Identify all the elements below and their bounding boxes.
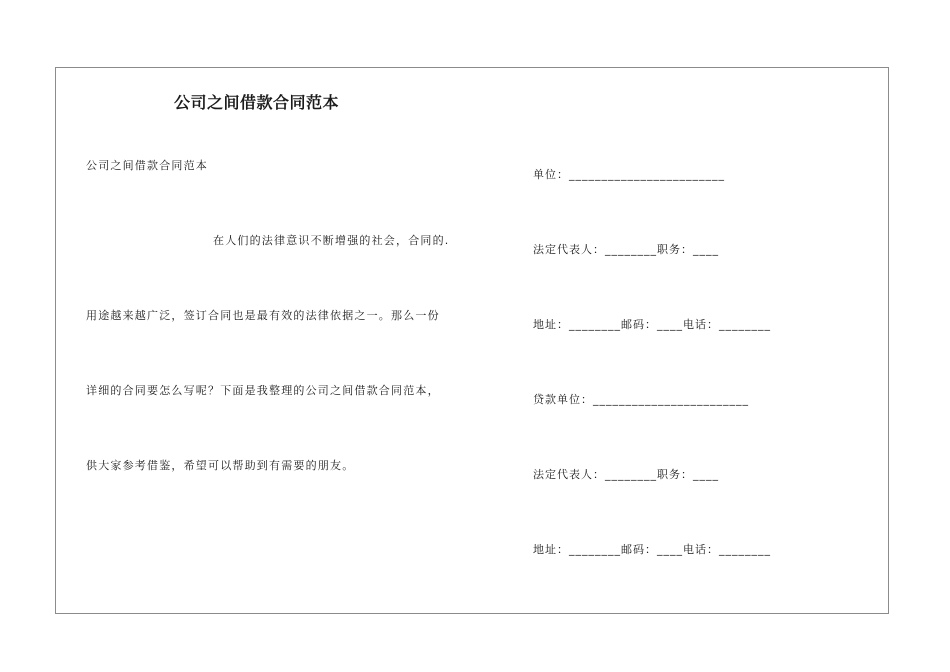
lender-legal-rep-field: 法定代表人：________职务：____: [533, 468, 719, 481]
borrower-address-field: 地址：________邮码：____电话：________: [533, 318, 771, 331]
document-subtitle: 公司之间借款合同范本: [86, 159, 208, 172]
paragraph-line-1: 在人们的法律意识不断增强的社会，合同的.: [213, 234, 450, 247]
borrower-legal-rep-field: 法定代表人：________职务：____: [533, 243, 719, 256]
paragraph-line-3: 详细的合同要怎么写呢？下面是我整理的公司之间借款合同范本，: [86, 384, 440, 397]
lender-address-field: 地址：________邮码：____电话：________: [533, 543, 771, 556]
paragraph-line-4: 供大家参考借鉴，希望可以帮助到有需要的朋友。: [86, 459, 355, 472]
lender-unit-field: 贷款单位：________________________: [533, 393, 749, 406]
paragraph-line-2: 用途越来越广泛，签订合同也是最有效的法律依据之一。那么一份: [86, 309, 440, 322]
page-border: [55, 67, 889, 614]
borrower-unit-field: 单位：________________________: [533, 168, 725, 181]
document-title: 公司之间借款合同范本: [174, 93, 340, 112]
